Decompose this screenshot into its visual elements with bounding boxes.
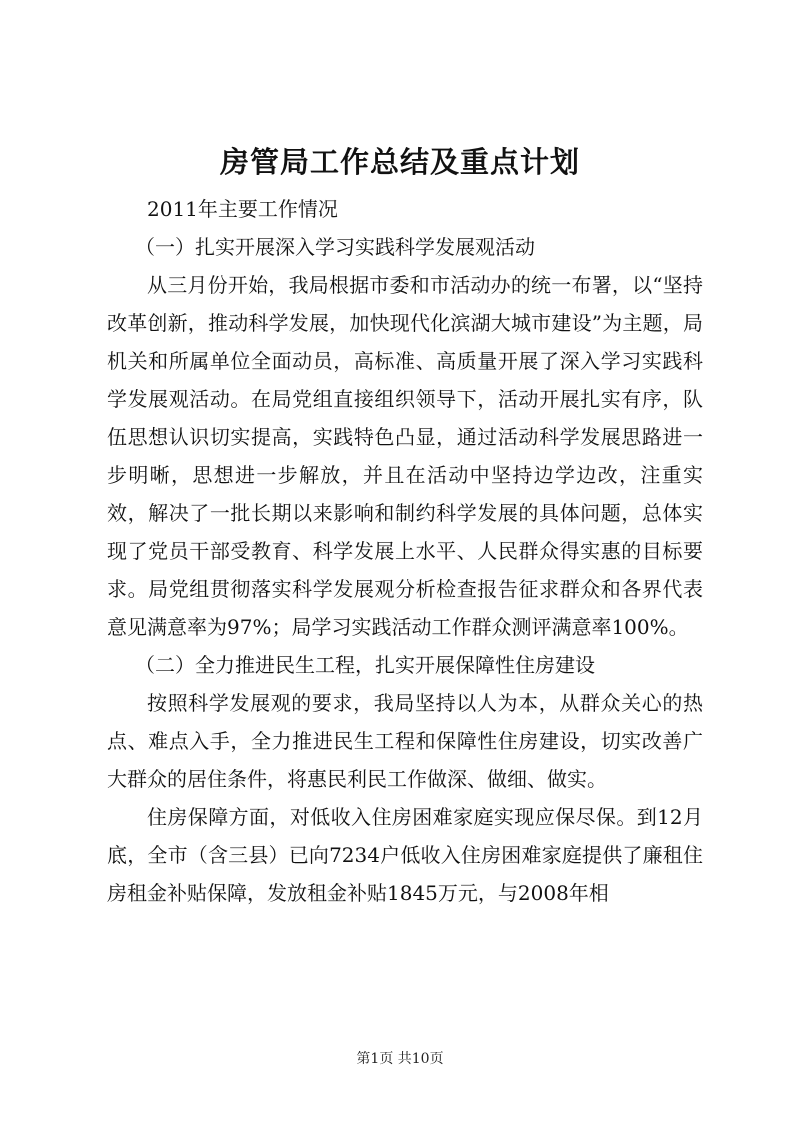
- section-heading: 2011年主要工作情况: [147, 197, 338, 221]
- document-title: 房管局工作总结及重点计划: [219, 145, 580, 179]
- paragraph: 从三月份开始，我局根据市委和市活动办的统一布署，以“坚持改革创新，推动科学发展，加快现代化滨湖大城市建设”为主题，局机关和所属单位全面动员，高标准、高质量开展了深入学习实践科学发展观活动。在局党组直接组织领导下，活动开展扎实有序，队伍思想认识切实提高，实践特色凸显，通过活动科学发展思路进一步明晰，思想进一步解放，并且在活动中坚持边学边改，注重实效，解决了一批长期以来影响和制约科学发展的具体问题，总体实现了党员干部受教育、科学发展上水平、人民群众得实惠的目标要求。局党组贯彻落实科学发展观分析检查报告征求群众和各界代表意见满意率为97%；局学习实践活动工作群众测评满意率100%。: [107, 273, 703, 639]
- paragraph: 住房保障方面，对低收入住房困难家庭实现应保尽保。到12月底，全市（含三县）已向7234户低收入住房困难家庭提供了廉租住房租金补贴保障，发放租金补贴1845万元，与2008年相: [107, 805, 703, 905]
- subsection-heading: （一）扎实开展深入学习实践科学发展观活动: [135, 235, 535, 259]
- subsection-heading: （二）全力推进民生工程，扎实开展保障性住房建设: [135, 653, 595, 677]
- page-footer: 第1页 共10页: [356, 1051, 444, 1067]
- document-body: [107, 190, 703, 912]
- paragraph: 按照科学发展观的要求，我局坚持以人为本，从群众关心的热点、难点入手，全力推进民生工程和保障性住房建设，切实改善广大群众的居住条件，将惠民利民工作做深、做细、做实。: [107, 691, 703, 791]
